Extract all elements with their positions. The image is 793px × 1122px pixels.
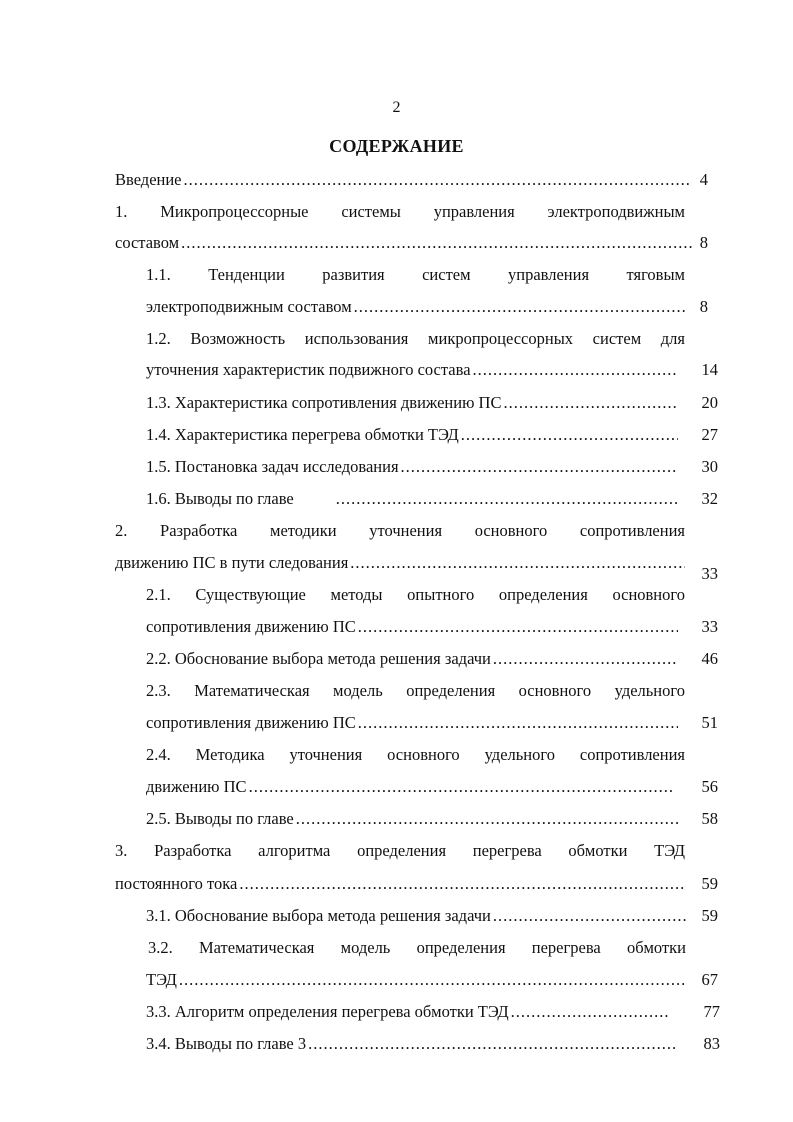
toc-page-number: 20 [701,393,718,412]
toc-entry-chapter-1-line1: 1. Микропроцессорные системы управления электроподвижным [115,202,685,221]
toc-entry-text: постоянного тока [115,874,238,893]
toc-entry-text: ТЭД [146,970,177,989]
toc-page-number: 30 [701,457,718,476]
dot-leader [249,775,672,799]
toc-entry-text: электроподвижным составом [146,297,352,316]
toc-page-number: 32 [701,489,718,508]
toc-entry-chapter-2-line2 [115,551,685,575]
toc-entry-2-4-line2 [146,775,672,799]
toc-entry-text: сопротивления движению ПС [146,713,356,732]
toc-entry-text: 2.5. Выводы по главе [146,809,294,828]
toc-entry-text: 1.6. Выводы по главе [146,489,294,508]
toc-entry-1-2-line2 [146,358,676,382]
dot-leader [179,968,686,992]
toc-entry-1-4 [146,423,678,447]
toc-entry-3-3 [146,1000,670,1024]
toc-entry-text: Введение [115,170,182,189]
dot-leader [511,1000,670,1024]
toc-page-number: 67 [701,970,718,989]
dot-leader [239,872,686,896]
toc-entry-text: 1.3. Характеристика сопротивления движению ПС [146,393,502,412]
toc-entry-text: уточнения характеристик подвижного состава [146,360,471,379]
toc-entry-1-2-line1: 1.2. Возможность использования микропроцессорных систем для [146,329,685,348]
toc-entry-3-2-line1: 3.2. Математическая модель определения перегрева обмотки [148,938,686,957]
toc-page-number: 33 [701,564,718,583]
dot-leader [473,358,676,382]
toc-entry-chapter-2-line1: 2. Разработка методики уточнения основного сопротивления [115,521,685,540]
dot-leader [184,168,692,192]
dot-leader [350,551,685,575]
dot-leader [181,231,692,255]
toc-entry-1-5 [146,455,678,479]
toc-page-number: 58 [701,809,718,828]
toc-entry-2-1-line1: 2.1. Существующие методы опытного определения основного [146,585,685,604]
toc-entry-2-2 [146,647,678,671]
dot-leader [461,423,678,447]
toc-title: СОДЕРЖАНИЕ [329,136,464,156]
dot-leader [493,647,678,671]
toc-entry-text: 1.5. Постановка задач исследования [146,457,399,476]
toc-page-number: 33 [701,617,718,636]
toc-entry-2-1-line2 [146,615,678,639]
page-number: 2 [392,99,401,116]
dot-leader [308,1032,678,1056]
toc-entry-chapter-3-line1: 3. Разработка алгоритма определения перегрева обмотки ТЭД [115,841,685,860]
toc-page-number: 14 [701,360,718,379]
toc-entry-text: движению ПС [146,777,247,796]
toc-entry-2-5 [146,807,678,831]
toc-entry-1-1-line2 [146,295,685,319]
toc-entry-2-3-line1: 2.3. Математическая модель определения основного удельного [146,681,685,700]
toc-entry-1-3 [146,391,676,415]
dot-leader [493,904,686,928]
dot-leader [336,487,678,511]
toc-entry-chapter-1-line2 [115,231,692,255]
dot-leader [358,711,678,735]
toc-page-number: 8 [699,297,708,316]
toc-entry-2-3-line2 [146,711,678,735]
toc-entry-text: сопротивления движению ПС [146,617,356,636]
dot-leader [354,295,685,319]
toc-entry-introduction [115,168,692,192]
toc-page-number: 27 [701,425,718,444]
toc-entry-text: 3.4. Выводы по главе 3 [146,1034,307,1053]
toc-page-number: 51 [701,713,718,732]
toc-entry-text: 3.3. Алгоритм определения перегрева обмотки ТЭД [146,1002,509,1021]
dot-leader [503,391,676,415]
toc-entry-3-4 [146,1032,678,1056]
toc-page-number: 59 [701,906,718,925]
toc-entry-2-4-line1: 2.4. Методика уточнения основного удельного сопротивления [146,745,685,764]
toc-entry-1-1-line1: 1.1. Тенденции развития систем управления тяговым [146,265,685,284]
toc-entry-text: 2.2. Обоснование выбора метода решения задачи [146,649,491,668]
toc-page-number: 59 [701,874,718,893]
toc-entry-text: движению ПС в пути следования [115,553,349,572]
toc-page-number: 46 [701,649,718,668]
toc-entry-text: составом [115,233,180,252]
toc-entry-3-2-line2 [146,968,686,992]
toc-page-number: 56 [701,777,718,796]
toc-entry-chapter-3-line2 [115,872,686,896]
toc-entry-3-1 [146,904,686,928]
toc-entry-text: 1.4. Характеристика перегрева обмотки ТЭД [146,425,459,444]
toc-page-number: 83 [703,1034,720,1053]
toc-page-number: 8 [699,233,708,252]
dot-leader [358,615,678,639]
toc-entry-1-6 [146,487,678,511]
dot-leader [401,455,678,479]
toc-entry-text: 3.1. Обоснование выбора метода решения задачи [146,906,491,925]
toc-page-number: 77 [703,1002,720,1021]
dot-leader [296,807,678,831]
toc-page-number: 4 [699,170,708,189]
